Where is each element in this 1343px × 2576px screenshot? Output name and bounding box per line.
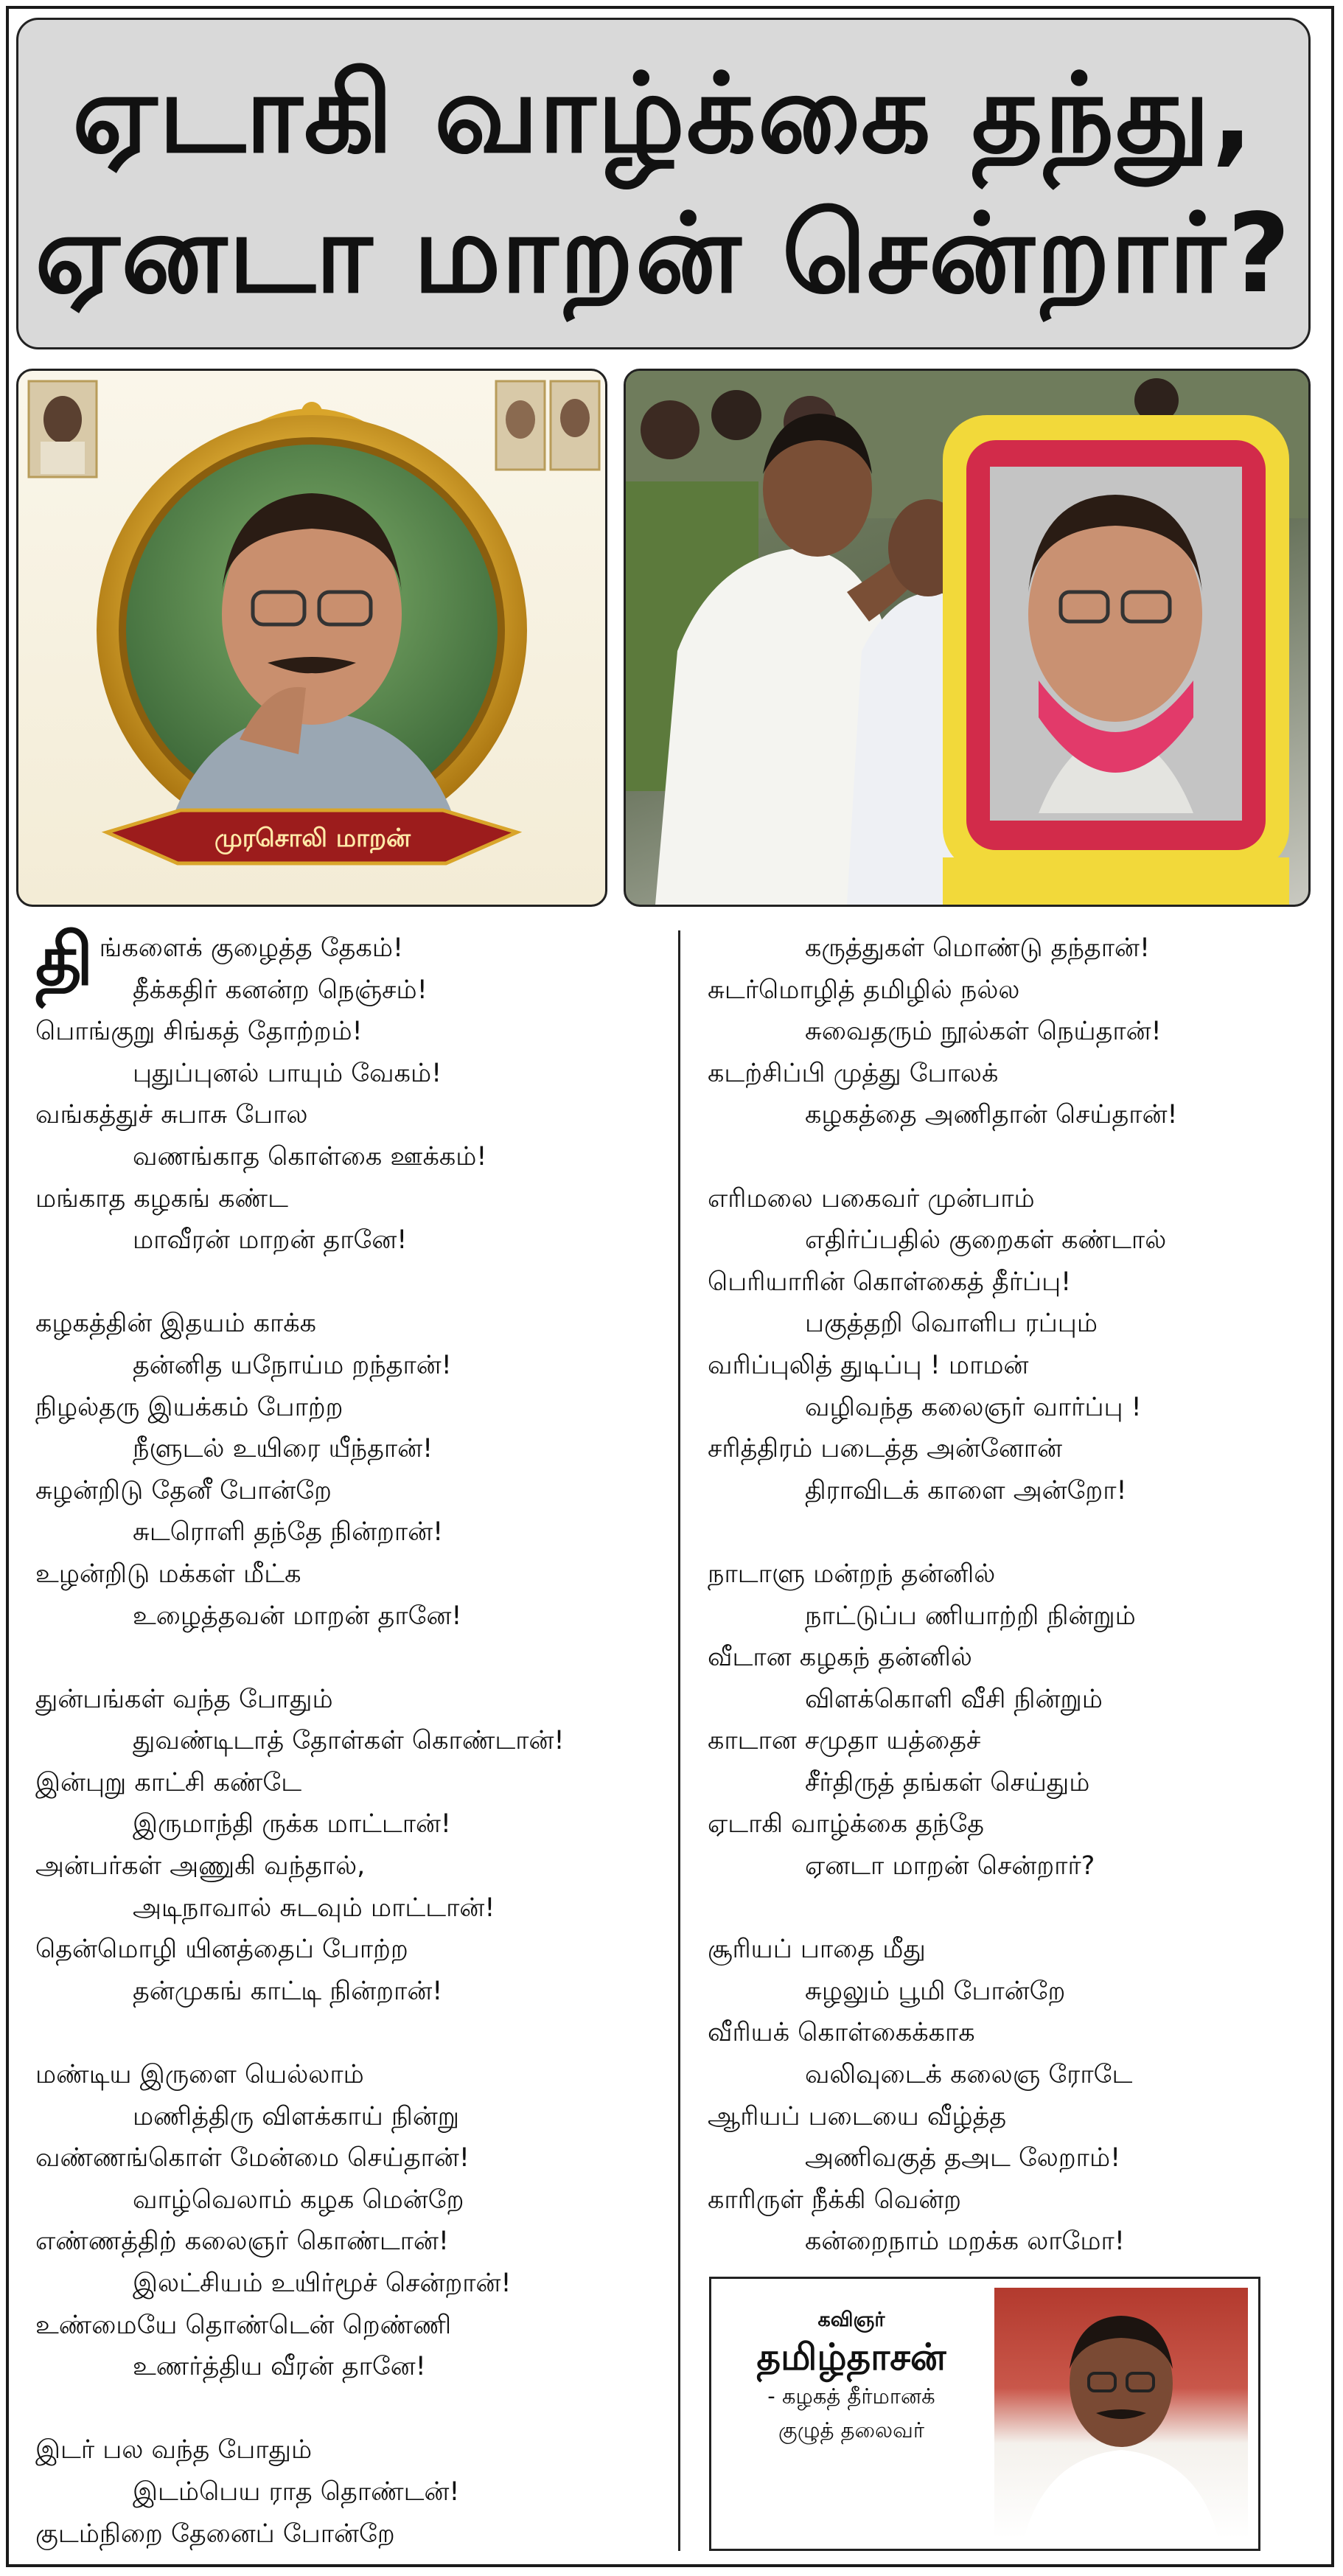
poem-line (35, 1553, 669, 1595)
poem-line (708, 1261, 1327, 1303)
drop-cap: தி (35, 919, 94, 1001)
poem-line-text: சீர்திருத் தங்கள் செய்தும் (805, 1767, 1090, 1797)
poem-line-text: அடிநாவால் சுடவும் மாட்டான்! (133, 1893, 495, 1923)
poem-line (708, 1929, 1327, 1971)
poem-line (35, 1803, 669, 1845)
poem-line-text: சுவைதரும் நூல்கள் நெய்தான்! (805, 1017, 1162, 1047)
poem-line-text: ஆரியப் படையை வீழ்த்த (708, 2101, 1007, 2131)
poem-line-text: வீரியக் கொள்கைக்காக (708, 2018, 975, 2048)
poem-line (708, 1387, 1327, 1429)
poem-line (35, 1887, 669, 1929)
poem-line-text: ங்களைக் குழைத்த தேகம்! (99, 933, 404, 963)
poem-line (708, 1303, 1327, 1345)
column-divider (678, 930, 680, 2551)
poem-line-text: உழைத்தவன் மாறன் தானே! (133, 1601, 462, 1631)
poem-line-text: தென்மொழி யினத்தைப் போற்ற (35, 1935, 408, 1965)
poem-line-text: மணித்திரு விளக்காய் நின்று (133, 2101, 460, 2131)
poem-line (708, 1762, 1327, 1804)
poem-line (708, 1470, 1327, 1512)
poem-line-text: அணிவகுத் தஅட லேறாம்! (805, 2143, 1121, 2173)
poem-line-text: தீக்கதிர் கனன்ற நெஞ்சம்! (133, 975, 428, 1005)
poem-line-text: பகுத்தறி வொளிப ரப்பும் (805, 1309, 1098, 1339)
poem-line-text: துவண்டிடாத் தோள்கள் கொண்டான்! (133, 1726, 565, 1756)
poem-line (35, 1762, 669, 1804)
poem-line-text: தன்முகங் காட்டி நின்றான்! (133, 1976, 443, 2006)
poem-line (708, 1720, 1327, 1762)
poem-line (708, 1971, 1327, 2013)
poem-line (708, 1803, 1327, 1845)
headline-line-1: ஏடாகி வாழ்க்கை தந்து, (72, 50, 1255, 177)
poem-line (708, 1595, 1327, 1637)
poem-line (35, 2471, 669, 2513)
author-role: கவிஞர் (817, 2308, 885, 2331)
stanza-gap (708, 1887, 1327, 1929)
poem-line-text: சரித்திரம் படைத்த அன்னோன் (708, 1434, 1063, 1464)
poem-line (35, 2513, 669, 2555)
poem-line (708, 1219, 1327, 1261)
poem-line (35, 1303, 669, 1345)
poem-line-text: இன்புறு காட்சி கண்டே (35, 1767, 302, 1797)
poem-line (708, 1345, 1327, 1387)
stanza-gap (35, 2388, 669, 2430)
poem-line-text: எண்ணத்திற் கலைஞர் கொண்டான்! (35, 2227, 449, 2257)
poem-line (708, 1637, 1327, 1679)
poem-line-text: இடம்பெய ராத தொண்டன்! (133, 2476, 460, 2507)
poem-line (35, 1219, 669, 1261)
poem-line-text: சூரியப் பாதை மீது (708, 1935, 926, 1965)
poem-line (35, 2179, 669, 2221)
poem-line-text: புதுப்புனல் பாயும் வேகம்! (133, 1058, 442, 1088)
poem-line (708, 2221, 1327, 2263)
poem-line-text: பொங்குறு சிங்கத் தோற்றம்! (35, 1017, 363, 1047)
poem-line (708, 1053, 1327, 1095)
author-photo (994, 2288, 1248, 2538)
poem-line-text: இருமாந்தி ருக்க மாட்டான்! (133, 1809, 451, 1839)
poem-line (708, 1011, 1327, 1053)
poem-line-text: துன்பங்கள் வந்த போதும் (35, 1684, 333, 1714)
poem-line (708, 2012, 1327, 2054)
poem-line (35, 2429, 669, 2471)
poem-line-text: உண்மையே தொண்டென் றெண்ணி (35, 2310, 452, 2340)
stanza-gap (35, 2012, 669, 2054)
poem-line (35, 2137, 669, 2179)
poem-line-text: வாழ்வெலாம் கழக மென்றே (133, 2185, 464, 2215)
poem-line-text: தன்னித யநோய்ம றந்தான்! (133, 1350, 452, 1380)
poem-line-text: நீளுடல் உயிரை யீந்தான்! (133, 1434, 433, 1464)
stanza-gap (708, 1511, 1327, 1553)
poem-line (35, 1387, 669, 1429)
poem-line (35, 2263, 669, 2305)
poem-line-text: ஏடாகி வாழ்க்கை தந்தே (708, 1809, 985, 1839)
poem-line-text: ஏனடா மாறன் சென்றார்? (805, 1851, 1095, 1881)
poem-line-text: மாவீரன் மாறன் தானே! (133, 1225, 408, 1256)
poem-line-text: திராவிடக் காளை அன்றோ! (805, 1475, 1127, 1505)
poem-line (35, 2346, 669, 2388)
poem-line-text: விளக்கொளி வீசி நின்றும் (805, 1684, 1103, 1714)
poem-line (708, 1679, 1327, 1721)
poem-line-text: எதிர்ப்பதில் குறைகள் கண்டால் (805, 1225, 1167, 1256)
author-designation-2: குழுத் தலைவர் (778, 2417, 924, 2443)
poem-line-text: கன்றைநாம் மறக்க லாமோ! (805, 2227, 1125, 2257)
poem-line-text: சுடரொளி தந்தே நின்றான்! (133, 1517, 444, 1548)
tribute-photo (624, 369, 1311, 907)
headline-box (16, 18, 1311, 349)
poem-line-text: அன்பர்கள் அணுகி வந்தால், (35, 1851, 366, 1881)
portrait-caption: முரசொலி மாறன் (214, 824, 411, 853)
poem-line (708, 2179, 1327, 2221)
poem-line (35, 1845, 669, 1887)
poem-line (708, 1845, 1327, 1887)
poem-line-text: எரிமலை பகைவர் முன்பாம் (708, 1183, 1035, 1214)
poem-line (35, 1595, 669, 1637)
poem-line-text: குடம்நிறை தேனைப் போன்றே (35, 2518, 395, 2549)
poem-line-text: இடர் பல வந்த போதும் (35, 2435, 313, 2465)
poem-left-column (35, 919, 669, 2555)
poem-line (708, 2096, 1327, 2138)
poem-line (35, 1345, 669, 1387)
poem-line (708, 1553, 1327, 1595)
poem-line (35, 1178, 669, 1220)
poem-line (35, 1011, 669, 1053)
poem-line-text: உணர்த்திய வீரன் தானே! (133, 2352, 426, 2382)
poem-line-text: சுழலும் பூமி போன்றே (805, 1976, 1066, 2006)
poem-line (35, 2305, 669, 2347)
author-info (719, 2305, 984, 2447)
poem-line (708, 970, 1327, 1012)
poem-line-text: வணங்காத கொள்கை ஊக்கம்! (133, 1141, 487, 1172)
poem-line (35, 1929, 669, 1971)
poem-line-text: நிழல்தரு இயக்கம் போற்ற (35, 1392, 343, 1422)
poem-line-text: காடான சமுதா யத்தைச் (708, 1726, 981, 1756)
poem-line (35, 970, 669, 1012)
poem-line (35, 1470, 669, 1512)
author-signature-box (709, 2277, 1260, 2551)
poem-line (35, 2054, 669, 2096)
poem-line (708, 927, 1327, 970)
poem-line (708, 1094, 1327, 1136)
poem-line (35, 1053, 669, 1095)
poem-line-text: வரிப்புலித் துடிப்பு ! மாமன் (708, 1350, 1029, 1380)
poem-line (35, 2096, 669, 2138)
poem-line-text: வலிவுடைக் கலைஞ ரோடே (805, 2060, 1133, 2090)
poem-line-text: நாடாளு மன்றந் தன்னில் (708, 1559, 996, 1589)
portrait-medallion-photo (16, 369, 607, 907)
stanza-gap (35, 1637, 669, 1679)
poem-line-text: கழகத்தை அணிதான் செய்தான்! (805, 1100, 1178, 1130)
stanza-gap (708, 1136, 1327, 1178)
poem-line-text: சுடர்மொழித் தமிழில் நல்ல (708, 975, 1020, 1005)
poem-line-text: மங்காத கழகங் கண்ட (35, 1183, 288, 1214)
poem-line-text: கழகத்தின் இதயம் காக்க (35, 1309, 317, 1339)
poem-line (708, 1178, 1327, 1220)
poem-line (708, 1428, 1327, 1470)
poem-line (35, 1679, 669, 1721)
poem-line-text: சுழன்றிடு தேனீ போன்றே (35, 1475, 332, 1505)
stanza-gap (35, 1261, 669, 1303)
poem-line-text: மண்டிய இருளை யெல்லாம் (35, 2060, 364, 2090)
poem-line (708, 2137, 1327, 2179)
tribute-illustration (626, 371, 1308, 905)
poem-line (35, 1511, 669, 1553)
headline-line-2: ஏனடா மாறன் சென்றார்? (35, 190, 1292, 317)
poem-line (35, 1720, 669, 1762)
author-name: தமிழ்தாசன் (756, 2336, 946, 2378)
poem-line-text: வீடான கழகந் தன்னில் (708, 1643, 972, 1673)
poem-line-text: இலட்சியம் உயிர்மூச் சென்றான்! (133, 2269, 512, 2298)
poem-line-text: காரிருள் நீக்கி வென்ற (708, 2185, 962, 2215)
poem-line-text: வங்கத்துச் சுபாசு போல (35, 1100, 308, 1130)
poem-line-text: உழன்றிடு மக்கள் மீட்க (35, 1559, 301, 1589)
poem-line (35, 1136, 669, 1178)
poem-line (35, 1428, 669, 1470)
poem-line-text: வழிவந்த கலைஞர் வார்ப்பு ! (805, 1392, 1142, 1422)
poem-right-column (708, 927, 1327, 2263)
poem-line-text: கடற்சிப்பி முத்து போலக் (708, 1058, 999, 1088)
poem-line-text: கருத்துகள் மொண்டு தந்தான்! (805, 933, 1150, 963)
poem-line (35, 1971, 669, 2013)
poem-line-text: பெரியாரின் கொள்கைத் தீர்ப்பு! (708, 1267, 1072, 1297)
poem-line-text: நாட்டுப்ப ணியாற்றி நின்றும் (805, 1601, 1136, 1631)
poem-line-text: வண்ணங்கொள் மேன்மை செய்தான்! (35, 2143, 470, 2173)
poem-line (708, 2054, 1327, 2096)
poem-line (35, 1094, 669, 1136)
author-designation-1: - கழகத் தீர்மானக் (767, 2384, 935, 2409)
poem-line (35, 2221, 669, 2263)
